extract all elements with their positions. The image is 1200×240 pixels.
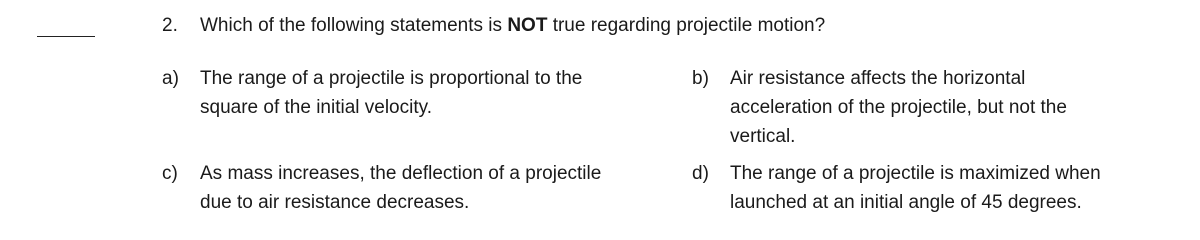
option-text: The range of a projectile is proportional to the square of the initial velocity. — [200, 68, 583, 118]
question-text-before: Which of the following statements is — [200, 15, 508, 36]
option-d[interactable] — [692, 159, 1162, 217]
option-letter: a) — [162, 68, 179, 89]
option-a[interactable] — [162, 64, 632, 122]
option-letter: d) — [692, 163, 709, 184]
question-stem — [162, 11, 825, 40]
option-letter: c) — [162, 163, 178, 184]
option-text: Air resistance affects the horizontal acceleration of the projectile, but not the vertical. — [730, 68, 1067, 147]
answer-blank-line[interactable] — [37, 36, 95, 37]
question-text-after: true regarding projectile motion? — [547, 15, 826, 36]
option-b[interactable] — [692, 64, 1132, 151]
option-text: The range of a projectile is maximized when launched at an initial angle of 45 degrees. — [730, 163, 1101, 213]
question-emphasis: NOT — [507, 15, 548, 36]
option-text: As mass increases, the deflection of a projectile due to air resistance decreases. — [200, 163, 602, 213]
option-c[interactable] — [162, 159, 632, 217]
option-letter: b) — [692, 68, 709, 89]
question-number: 2. — [162, 15, 178, 36]
